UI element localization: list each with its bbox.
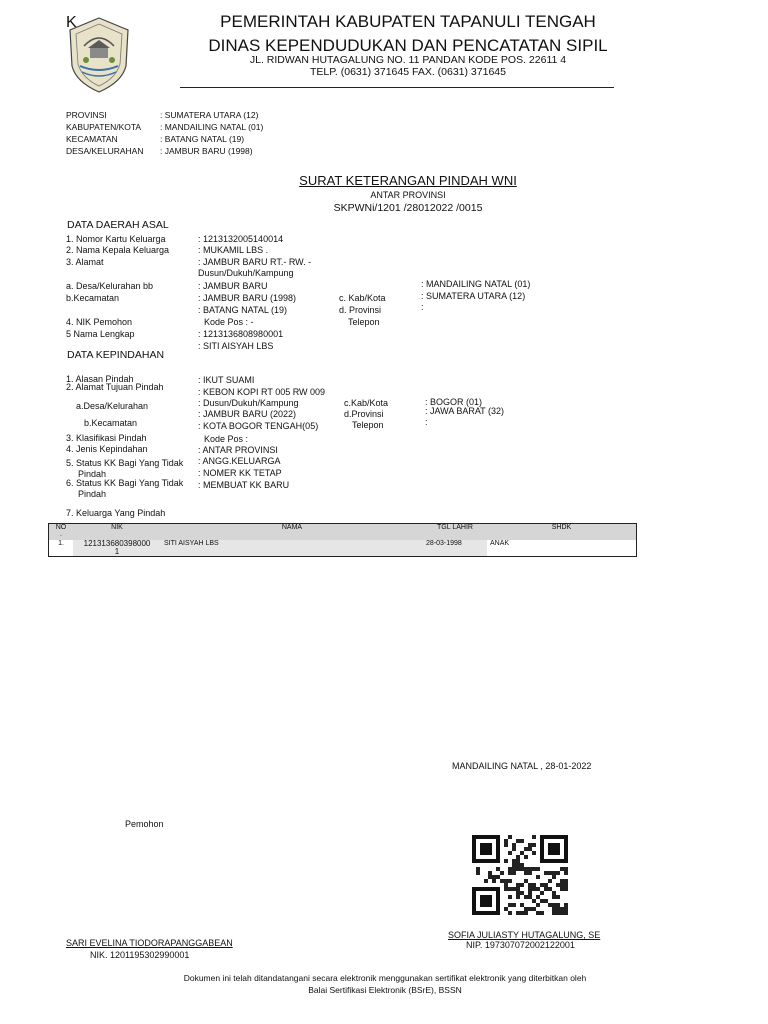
pindah-alamat-label: 2. Alamat Tujuan Pindah [66, 382, 164, 392]
pindah-telepon-label: Telepon [352, 420, 384, 430]
asal-telepon-value: : [421, 302, 424, 312]
table-header-row [49, 524, 636, 540]
header-address [180, 54, 636, 78]
document-subtitle: ANTAR PROVINSI [370, 190, 446, 200]
pemohon-label: Pemohon [125, 819, 164, 829]
pindah-alasan-label: 1. Alasan Pindah [66, 374, 134, 384]
pindah-desa-value: : JAMBUR BARU (2022) [198, 409, 297, 419]
col-header-nama: NAMA [161, 524, 423, 540]
corner-letter: K [66, 14, 77, 31]
pindah-status6-label: 6. Status KK Bagi Yang Tidak [66, 478, 184, 488]
header-address-line: JL. RIDWAN HUTAGALUNG NO. 11 PANDAN KODE POS. 22611 4 [249, 54, 567, 66]
pindah-kabkota-value: : BOGOR (01) [425, 397, 483, 407]
pindah-status5-value: : NOMER KK TETAP [198, 468, 282, 478]
region-label-provinsi: PROVINSI [66, 110, 107, 120]
pindah-desa-label: a.Desa/Kelurahan [76, 401, 149, 411]
pindah-alasan-value: : IKUT SUAMI [198, 375, 255, 385]
table-row [49, 540, 636, 556]
asal-alamat-label: 3. Alamat [66, 257, 104, 267]
pindah-provinsi-label: d.Provinsi [344, 409, 384, 419]
cell-tgl-lahir: 28-03-1998 [423, 540, 487, 556]
asal-desa-label: a. Desa/Kelurahan bb [66, 281, 154, 291]
header-line2: DINAS KEPENDUDUKAN DAN PENCATATAN SIPIL [208, 36, 608, 55]
pemohon-name: SARI EVELINA TIODORAPANGGABEAN [66, 938, 233, 948]
qr-code [472, 835, 568, 915]
pindah-alamat-value2: : Dusun/Dukuh/Kampung [198, 398, 299, 408]
region-value-provinsi: : SUMATERA UTARA (12) [160, 110, 259, 120]
pindah-kecamatan-value: : KOTA BOGOR TENGAH(05) [198, 421, 319, 431]
region-label-kabupaten: KABUPATEN/KOTA [66, 122, 142, 132]
pindah-keluarga-label: 7. Keluarga Yang Pindah [66, 508, 166, 518]
region-label-kecamatan: KECAMATAN [66, 134, 118, 144]
col-header-no: NO . [49, 524, 73, 540]
official-nip: NIP. 197307072002122001 [466, 940, 575, 950]
footer-note [80, 972, 690, 996]
asal-desa-value: : JAMBUR BARU [198, 281, 268, 291]
pindah-jenis-label: 4. Jenis Kepindahan [66, 444, 148, 454]
asal-kepala-value: : MUKAMIL LBS . [198, 245, 269, 255]
col-header-nik: NIK [73, 524, 161, 540]
document-title: SURAT KETERANGAN PINDAH WNI [299, 173, 517, 188]
asal-kecamatan-value2: : BATANG NATAL (19) [198, 305, 288, 315]
asal-alamat-value: : JAMBUR BARU RT.- RW. - [198, 257, 312, 267]
cell-nik: 121313680398000 1 [73, 540, 161, 556]
asal-alamat-value2: Dusun/Dukuh/Kampung [198, 268, 294, 278]
pindah-status5-label: 5. Status KK Bagi Yang Tidak [66, 458, 184, 468]
region-value-kecamatan: : BATANG NATAL (19) [160, 134, 245, 144]
document-number: SKPWNi/1201 /28012022 /0015 [333, 202, 483, 214]
pindah-kabkota-label: c.Kab/Kota [344, 398, 389, 408]
col-header-shdk: SHDK [487, 524, 636, 540]
cell-no: 1. [58, 540, 64, 547]
asal-kabkota-value: : MANDAILING NATAL (01) [421, 279, 531, 289]
asal-kecamatan-label: b.Kecamatan [66, 293, 120, 303]
pindah-kecamatan-label: b.Kecamatan [84, 418, 138, 428]
pemohon-nik: NIK. 1201195302990001 [90, 950, 190, 960]
asal-nik-value: : 1213136808980001 [198, 329, 284, 339]
header-line1: PEMERINTAH KABUPATEN TAPANULI TENGAH [220, 12, 596, 31]
pindah-status6-label2: Pindah [78, 489, 107, 499]
asal-kk-label: 1. Nomor Kartu Keluarga [66, 234, 166, 244]
asal-kodepos: Kode Pos : - [204, 317, 254, 327]
asal-kabkota-label: c. Kab/Kota [339, 293, 386, 303]
pindah-status5-label2: Pindah [78, 469, 107, 479]
asal-nama-value: : SITI AISYAH LBS [198, 341, 274, 351]
asal-kecamatan-value: : JAMBUR BARU (1998) [198, 293, 297, 303]
pindah-provinsi-value: : JAWA BARAT (32) [425, 406, 505, 416]
official-name: SOFIA JULIASTY HUTAGALUNG, SE [448, 930, 601, 940]
header-phone-line: TELP. (0631) 371645 FAX. (0631) 371645 [310, 66, 506, 78]
region-value-desa: : JAMBUR BARU (1998) [160, 146, 253, 156]
col-header-tgl-lahir: TGL LAHIR [423, 524, 487, 540]
asal-nik-label: 4. NIK Pemohon [66, 317, 133, 327]
pindah-kodepos: Kode Pos : [204, 434, 249, 444]
pindah-klasifikasi-label: 3. Klasifikasi Pindah [66, 433, 147, 443]
cell-nama: SITI AISYAH LBS [161, 540, 423, 556]
region-label-desa: DESA/KELURAHAN [66, 146, 144, 156]
asal-telepon-label: Telepon [348, 317, 380, 327]
asal-provinsi-value: : SUMATERA UTARA (12) [421, 291, 526, 301]
pindah-status6-value: : MEMBUAT KK BARU [198, 480, 290, 490]
section-heading-kepindahan: DATA KEPINDAHAN [67, 349, 165, 361]
section-heading-asal: DATA DAERAH ASAL [67, 219, 169, 231]
cell-shdk: ANAK [490, 540, 510, 547]
region-value-kabupaten: : MANDAILING NATAL (01) [160, 122, 264, 132]
place-date: MANDAILING NATAL , 28-01-2022 [452, 761, 592, 771]
asal-provinsi-label: d. Provinsi [339, 305, 382, 315]
pindah-telepon-value: : [425, 417, 428, 427]
pindah-alamat-value: : KEBON KOPI RT 005 RW 009 [198, 387, 326, 397]
footer-line2: Balai Sertifikasi Elektronik (BSrE), BSSN [308, 985, 462, 995]
asal-kepala-label: 2. Nama Kepala Keluarga [66, 245, 170, 255]
pindah-jenis-value: : ANGG.KELUARGA [198, 456, 281, 466]
asal-nama-label: 5 Nama Lengkap [66, 329, 135, 339]
asal-kk-value: : 1213132005140014 [198, 234, 284, 244]
footer-line1: Dokumen ini telah ditandatangani secara elektronik menggunakan sertifikat elektronik yang diterbitkan oleh [183, 973, 587, 983]
header-divider [180, 87, 614, 88]
family-table [49, 524, 636, 556]
pindah-klasifikasi-value: : ANTAR PROVINSI [198, 445, 278, 455]
